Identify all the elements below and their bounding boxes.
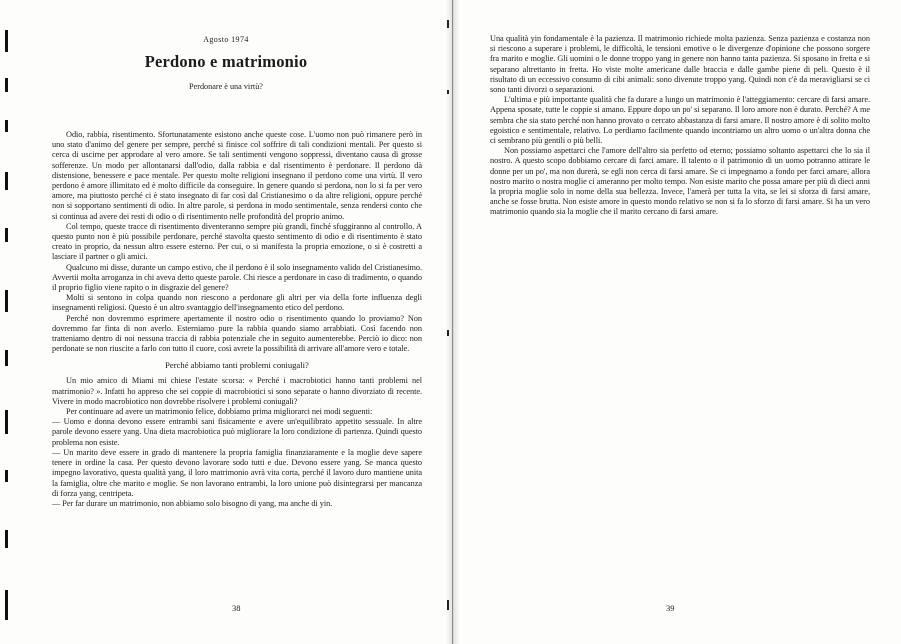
chapter-title: Perdono e matrimonio — [144, 52, 308, 71]
paragraph: Col tempo, queste tracce di risentimento diventeranno sempre più grandi, finché sfuggiranno al controllo. A questo punto non è più possibile perdonare, perché stavolta questo sentimento di odio e di risentimento è stato creato in proprio, da nessun altro essere esterno. Per cui, o si manifesta la propria emozione, o si è costretti a lasciare il partner o gli amici. — [52, 221, 422, 262]
chapter-subtitle: Perdonare è una virtù? — [189, 82, 263, 91]
scan-speck — [447, 330, 449, 336]
scan-speck — [447, 600, 449, 610]
list-item: — Per far durare un matrimonio, non abbiamo solo bisogno di yang, ma anche di yin. — [52, 498, 333, 508]
chapter-date: Agosto 1974 — [203, 35, 249, 44]
paragraph: Perché non dovremmo esprimere apertamente il nostro odio o risentimento quando lo proviamo? Non dovremmo far finta di non averlo. Esterniamo pure la rabbia quando siamo arrabbiati. Così facendo non tratteniamo dentro di noi nessuna traccia di rabbia potenziale che in seguito aumenterebbe. Perciò io dico: non perdonate se non riuscite a farlo con tutto il cuore, così avrete la possibilità di arrivare all'amore vero e totale. — [52, 313, 422, 354]
paragraph: Una qualità yin fondamentale è la pazienza. Il matrimonio richiede molta pazienza. Senza pazienza e costanza non si riescono a superare i problemi, le difficoltà, le tensioni emotive o le divergenze d'opinione che possono sorgere fra marito e moglie. Gli uomini o le donne troppo yang in genere non hanno tanta pazienza. Si sposano in fretta e si separano altrettanto in fretta. Ho viste molte americane dalle braccia e dalle gambe piene di peli. Questo è il risultato di un eccessivo consumo di cibi animali: sono divenute troppo yang. Quindi non c'è da meravigliarsi se ci sono tanti divorzi o separazioni. — [490, 34, 870, 95]
paragraph: Un mio amico di Miami mi chiese l'estate scorsa: « Perché i macrobiotici hanno tanti problemi nel matrimonio? ». Infatti ho appreso che sei coppie di macrobiotici si sono separate o hanno divorziato di recente. Vivere in modo macrobiotico non dovrebbe risolvere i problemi coniugali? — [52, 376, 422, 406]
scan-speck — [447, 20, 449, 28]
paragraph: Non possiamo aspettarci che l'amore dell'altro sia perfetto od eterno; possiamo soltanto aspettarci che lo sia il nostro. A questo scopo dobbiamo cercare di farci amare. Il talento o il patrimonio di un uomo potranno attirare le donne per un po', ma non durerà, se egli non cerca di farsi amare. Se ci impegnamo a fondo per farci amare, allora nostro marito o nostra moglie ci ameranno per molto tempo. Non esiste marito che possa amare per più di dieci anni la propria moglie solo in nome della sua bellezza. Invece, l'amerà per tutta la vita, se lei si sforza di farsi amare, anche se fosse brutta. Non esiste amore in questo mondo relativo se non si fa lo sforzo di farsi amare. Si ha un vero matrimonio quando sia la moglie che il marito cercano di farsi amare. — [490, 146, 870, 217]
scan-speck — [447, 90, 449, 94]
section-heading: Perché abbiamo tanti problemi coniugali? — [165, 360, 309, 371]
paragraph: Odio, rabbia, risentimento. Sfortunatamente esistono anche queste cose. L'uomo non può rimanere però in uno stato d'animo del genere per sempre, perché si finisce col soffrire di tali condizioni mentali. Per questo si cerca di uscirne per approdare al vero amore. Se tali sentimenti vengono soppressi, diventano causa di grosse sofferenze. Un modo per allontanarsi dall'odio, dalla rabbia e dal risentimento è perdonare. Il perdono dà distensione, benessere e pace mentale. Per questo molte religioni insegnano il perdono come una virtù. Il vero perdono è amore illimitato ed è molto difficile da conseguire. In genere quando si perdona, non lo si fa per vero amore, ma piuttosto perché ci è stato insegnato di far così dal Cristianesimo o da altre religioni, oppure perché non si sopportano sentimenti di odio. In altre parole, si perdona in modo sentimentale, senza rendersi conto che si continua ad avere dei resti di odio o di risentimento nelle profondità del proprio animo. — [52, 130, 422, 221]
paragraph: Per continuare ad avere un matrimonio felice, dobbiamo prima migliorarci nei modi seguenti: — [66, 407, 373, 417]
list-item: — Un marito deve essere in grado di mantenere la propria famiglia finanziaramente e la moglie deve sapere tenere in ordine la casa. Per questo devono lavorare sodo tutti e due. Devono essere yang. Se manca questo impegno lavorativo, questa qualità yang, il loro matrimonio avrà vita corta, perché il lavoro duro mantiene unita la famiglia, oltre che marito e moglie. Se non lavorano entrambi, la loro unione può disintegrarsi per mancanza di forza yang, centripeta. — [52, 447, 422, 498]
right-text-column — [490, 34, 870, 218]
left-text-column — [52, 130, 422, 509]
paragraph: Molti si sentono in colpa quando non riescono a perdonare gli altri per via della forte influenza degli insegnamenti religiosi. Questo è un altro svantaggio dell'insegnamento etico del perdono. — [52, 293, 422, 313]
page-number-right: 39 — [666, 603, 675, 613]
paragraph: L'ultima e più importante qualità che fa durare a lungo un matrimonio è l'atteggiamento: cercare di farsi amare. Appena sposate, tutte le coppie si amano. Eppure dopo un po' si separano. Il loro amore non è durato. Perché? A me sembra che sia stato perché non hanno provato o cercato abbastanza di farsi amare. Il nostro amore è di solito molto egoistico e sentimentale, relativo. Lo perdiamo facilmente quando incontriamo un altro uomo o un'altra donna che ci sembrano più gentili o più belli. — [490, 95, 870, 146]
paragraph: Qualcuno mi disse, durante un campo estivo, che il perdono è il solo insegnamento valido del Cristianesimo. Avvertii molta arroganza in chi aveva detto queste parole. Chi riesce a perdonare in caso di tradimento, o quando il proprio figlio viene rapito o in disgrazie del genere? — [52, 262, 422, 293]
page-number-left: 38 — [232, 603, 241, 613]
list-item: — Uomo e donna devono essere entrambi sani fisicamente e avere un'equilibrato appetito sessuale. In altre parole devono essere yang. Una dieta macrobiotica può migliorare la loro condizione di partenza. Quindi questo problema non esiste. — [52, 417, 422, 447]
